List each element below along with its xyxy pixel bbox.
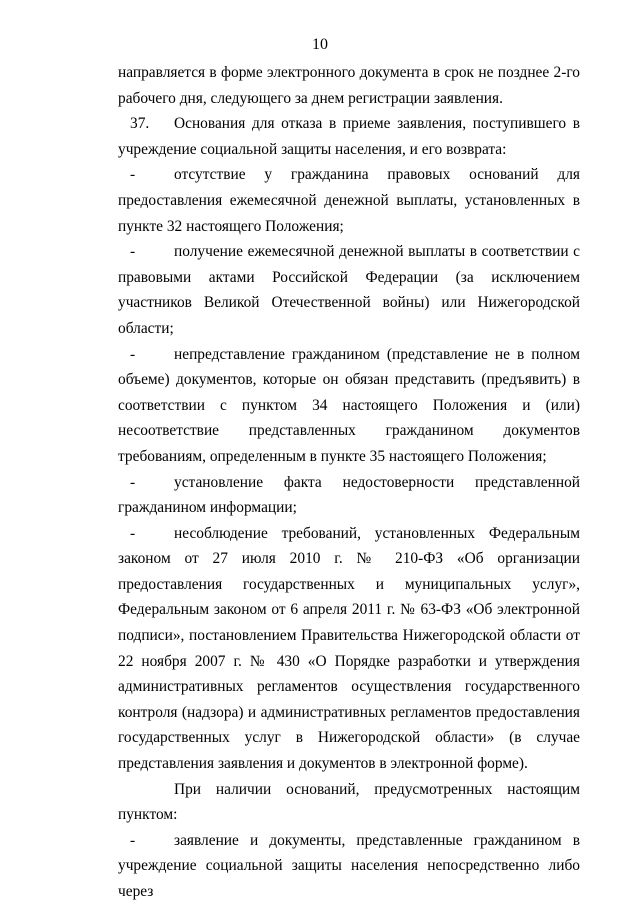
list-item bbox=[118, 239, 580, 341]
list-item-text: несоблюдение требований, установленных Федеральным законом от 27 июля 2010 г. № 210-ФЗ «Об организации предоставления государственных и муниципальных услуг», Федеральным законом от 6 апреля 2011 г. № 63-ФЗ «Об электронной подписи», постановлением Правительства Нижегородской области от 22 ноября 2007 г. № 430 «О Порядке разработки и утверждения административных регламентов осуществления государственного контроля (надзора) и административных регламентов предоставления государственных услуг в Нижегородской области» (в случае представления заявления и документов в электронной форме). bbox=[118, 524, 580, 773]
paragraph-37 bbox=[118, 111, 580, 162]
list-dash: - bbox=[130, 473, 136, 491]
list-dash: - bbox=[130, 243, 136, 261]
paragraph: При наличии оснований, предусмотренных настоящим пунктом: bbox=[118, 780, 580, 824]
list-dash: - bbox=[130, 345, 136, 363]
page-number: 10 bbox=[312, 36, 328, 53]
list-item bbox=[118, 828, 580, 905]
list-item-text: получение ежемесячной денежной выплаты в соответствии с правовыми актами Российской Федерации (за исключением участников Великой Отечественной войны) или Нижегородской области; bbox=[118, 243, 580, 337]
paragraph-continuation: направляется в форме электронного документа в срок не позднее 2-го рабочего дня, следующего за днем регистрации заявления. bbox=[118, 64, 580, 107]
list-item bbox=[118, 342, 580, 470]
list-item bbox=[118, 470, 580, 521]
list-dash: - bbox=[130, 524, 136, 542]
list-item-text: заявление и документы, представленные гражданином в учреждение социальной защиты населения непосредственно либо через bbox=[118, 831, 580, 900]
list-item bbox=[118, 521, 580, 777]
list-item-text: отсутствие у гражданина правовых оснований для предоставления ежемесячной денежной выплаты, установленных в пункте 32 настоящего Положения; bbox=[118, 166, 580, 235]
document-body bbox=[118, 60, 580, 905]
list-item bbox=[118, 162, 580, 239]
paragraph-number: 37. bbox=[130, 115, 150, 133]
list-item-text: непредставление гражданином (представление не в полном объеме) документов, которые он обязан представить (предъявить) в соответствии с пунктом 34 настоящего Положения и (или) несоответствие представленных гражданином документов требованиям, определенным в пункте 35 настоящего Положения; bbox=[118, 345, 580, 465]
list-dash: - bbox=[130, 831, 136, 849]
paragraph-37-text: Основания для отказа в приеме заявления, поступившего в учреждение социальной защиты населения, и его возврата: bbox=[118, 115, 580, 158]
list-item-text: установление факта недостоверности представленной гражданином информации; bbox=[118, 473, 580, 517]
list-dash: - bbox=[130, 166, 136, 184]
